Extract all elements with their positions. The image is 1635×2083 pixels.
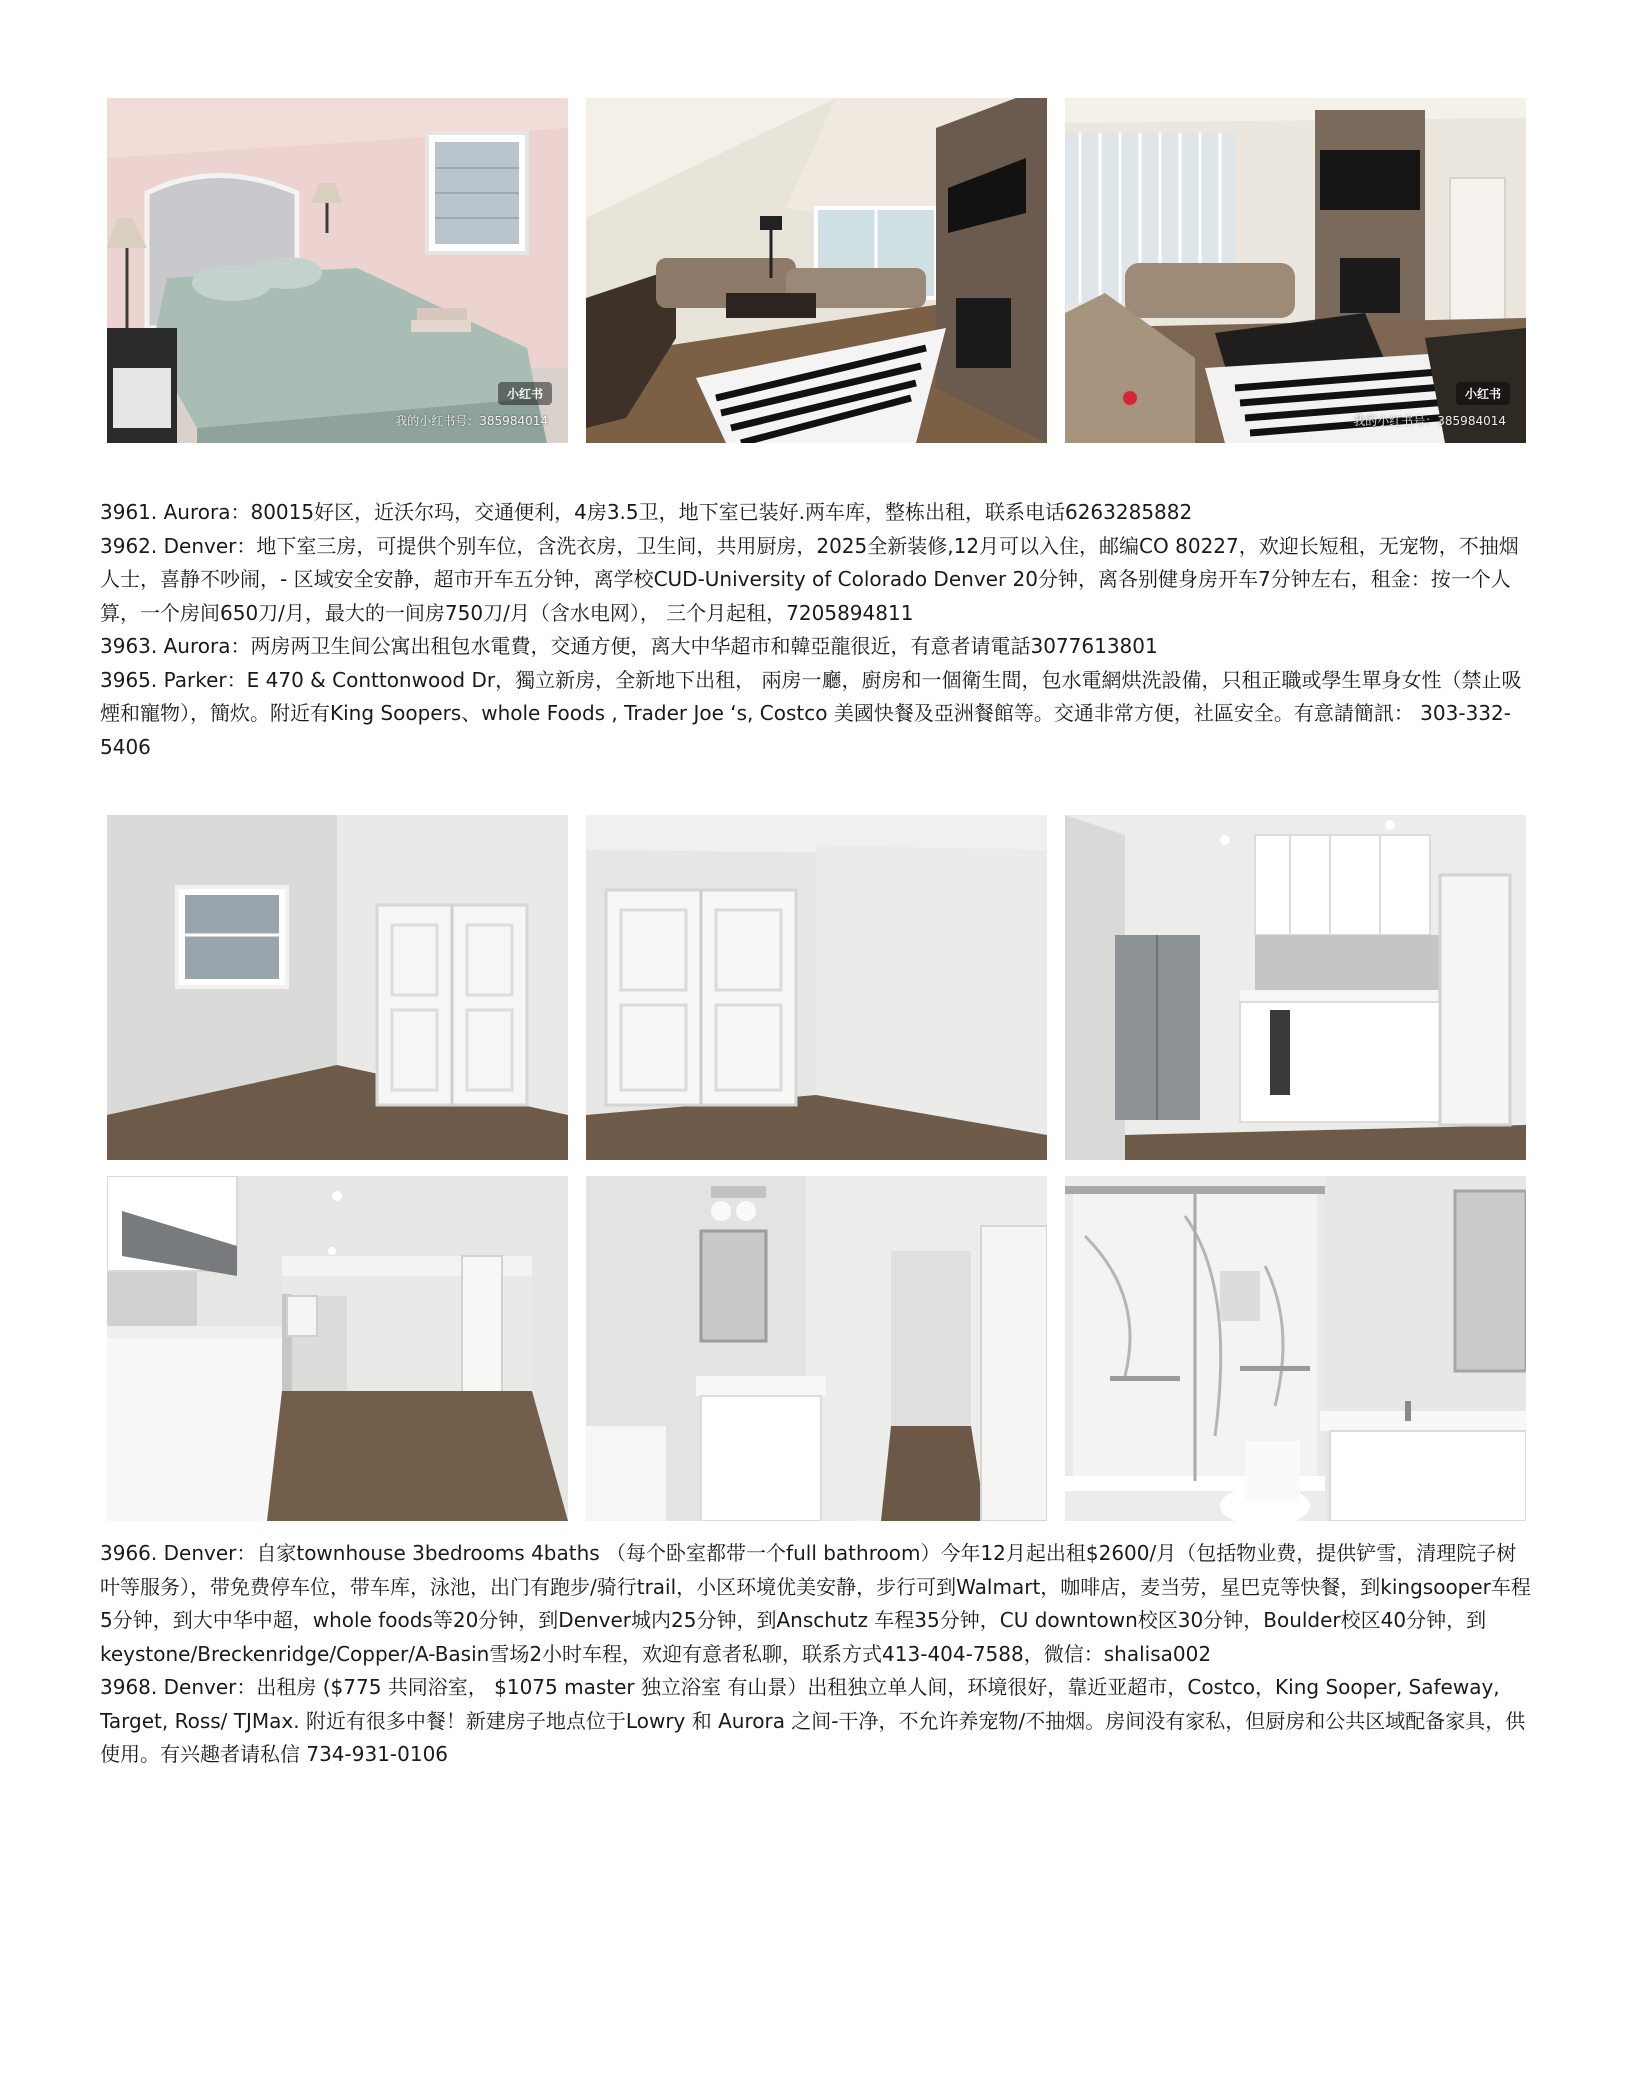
bathroom-shower-image [1065, 1176, 1526, 1521]
xiaohongshu-watermark: 我的小红书号：385984014 [395, 414, 548, 428]
listing-3962: 3962. Denver：地下室三房，可提供个别车位，含洗衣房，卫生间，共用厨房，2025全新装修,12月可以入住，邮编CO 80227，欢迎长短租，无宠物，不抽烟人士，喜静不吵闹，- 区域安全安静，超市开车五分钟，离学校CUD-University of Colorado Denver 20分钟，离各别健身房开车7分钟左右，租金：按一个人算，一个房间650刀/月，最大的一间房750刀/月（含水电网）， 三个月起租，7205894811 [100, 533, 1519, 625]
photo-grid-bottom [107, 815, 1527, 1521]
photo-bathroom-vanity[interactable] [586, 1176, 1047, 1521]
kitchen-fridge-image [1065, 815, 1526, 1160]
photo-empty-room-closet[interactable] [586, 815, 1047, 1160]
xiaohongshu-watermark: 我的小红书号：385984014 [1353, 414, 1506, 428]
kitchen-hallway-image [107, 1176, 568, 1521]
listing-3968: 3968. Denver：出租房 ($775 共同浴室， $1075 master 独立浴室 有山景）出租独立单人间，环境很好，靠近亚超市，Costco，King Sooper, Safeway, Target, Ross/ TJMax. 附近有很多中餐！新建房子地点位于Lowry 和 Aurora 之间-干净，不允许养宠物/不抽烟。房间没有家私，但厨房和公共区域配备家具，供使用。有兴趣者请私信 734-931-0106 [100, 1675, 1526, 1766]
photo-bathroom-shower[interactable] [1065, 1176, 1526, 1521]
photo-grid-top [107, 98, 1527, 443]
photo-living-room-fireplace[interactable] [1065, 98, 1526, 443]
listing-3965: 3965. Parker：E 470 & Conttonwood Dr，獨立新房，全新地下出租， 兩房一廳，廚房和一個衛生間，包水電網烘洗設備，只租正職或學生單身女性（禁止吸煙和寵物），簡炊。附近有King Soopers、whole Foods , Trader Joe ‘s, Costco 美國快餐及亞洲餐館等。交通非常方便，社區安全。有意請簡訊： 303-332-5406 [100, 667, 1522, 759]
photo-bedroom[interactable] [107, 98, 568, 443]
photo-kitchen-fridge[interactable] [1065, 815, 1526, 1160]
bathroom-vanity-image [586, 1176, 1047, 1521]
listing-3963: 3963. Aurora：两房两卫生间公寓出租包水電費，交通方便，离大中华超市和韓亞龍很近，有意者请電話3077613801 [100, 634, 1158, 658]
photo-empty-room-window[interactable] [107, 815, 568, 1160]
photo-living-room[interactable] [586, 98, 1047, 443]
listings-block-2 [100, 1537, 1532, 1772]
xiaohongshu-badge: 小红书 [498, 382, 552, 405]
photo-kitchen-hallway[interactable] [107, 1176, 568, 1521]
empty-room-window-image [107, 815, 568, 1160]
listings-block-1 [100, 496, 1532, 764]
living-room-image [586, 98, 1047, 443]
xiaohongshu-badge: 小红书 [1456, 382, 1510, 405]
empty-room-closet-image [586, 815, 1047, 1160]
listing-3961: 3961. Aurora：80015好区，近沃尔玛，交通便利，4房3.5卫，地下室已装好.两车库，整栋出租，联系电话6263285882 [100, 500, 1193, 524]
listing-3966: 3966. Denver：自家townhouse 3bedrooms 4baths （每个卧室都带一个full bathroom）今年12月起出租$2600/月（包括物业费，提供铲雪，清理院子树叶等服务），带免费停车位，带车库，泳池，出门有跑步/骑行trail，小区环境优美安静，步行可到Walmart，咖啡店，麦当劳，星巴克等快餐，到kingsooper车程5分钟，到大中华中超，whole foods等20分钟，到Denver城内25分钟，到Anschutz 车程35分钟，CU downtown校区30分钟，Boulder校区40分钟，到keystone/Breckenridge/Copper/A-Basin雪场2小时车程，欢迎有意者私聊，联系方式413-404-7588，微信：shalisa002 [100, 1541, 1531, 1666]
